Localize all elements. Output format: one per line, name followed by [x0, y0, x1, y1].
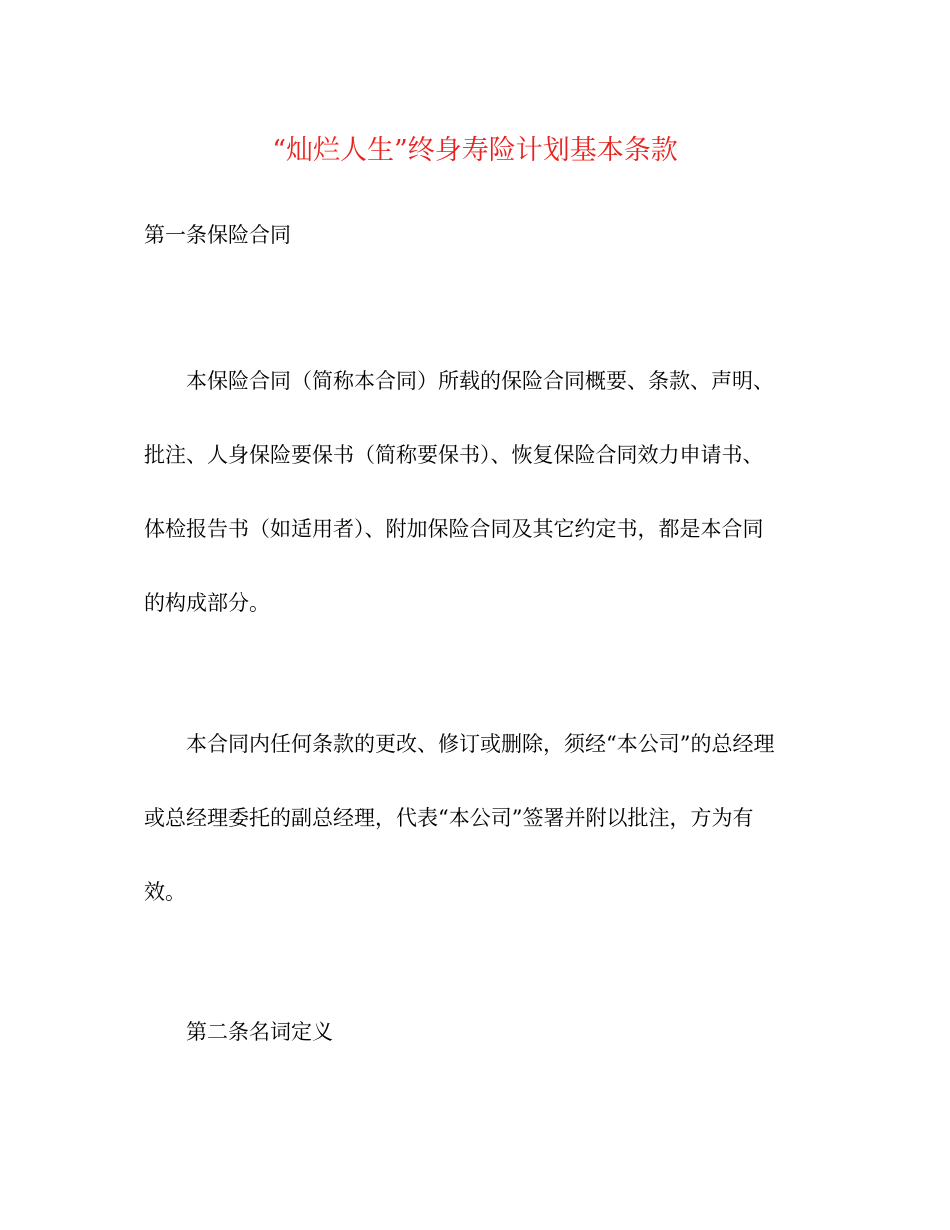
section-heading-article-2: 第二条名词定义 [186, 1020, 333, 1044]
paragraph-line: 本合同内任何条款的更改、修订或删除，须经“本公司”的总经理 [186, 732, 775, 756]
paragraph-line: 体检报告书（如适用者）、附加保险合同及其它约定书，都是本合同 [144, 517, 764, 541]
document-title: “灿烂人生”终身寿险计划基本条款 [272, 135, 678, 166]
paragraph-line: 或总经理委托的副总经理，代表“本公司”签署并附以批注，方为有 [144, 806, 754, 830]
paragraph-line: 效。 [144, 880, 186, 904]
paragraph-line: 的构成部分。 [144, 591, 270, 615]
paragraph-line: 批注、人身保险要保书（简称要保书）、恢复保险合同效力申请书、 [144, 443, 764, 467]
paragraph-contract-amendment [144, 729, 804, 907]
paragraph-contract-composition [144, 366, 804, 618]
section-heading-article-1: 第一条保险合同 [144, 223, 291, 247]
paragraph-line: 本保险合同（简称本合同）所载的保险合同概要、条款、声明、 [186, 369, 774, 393]
